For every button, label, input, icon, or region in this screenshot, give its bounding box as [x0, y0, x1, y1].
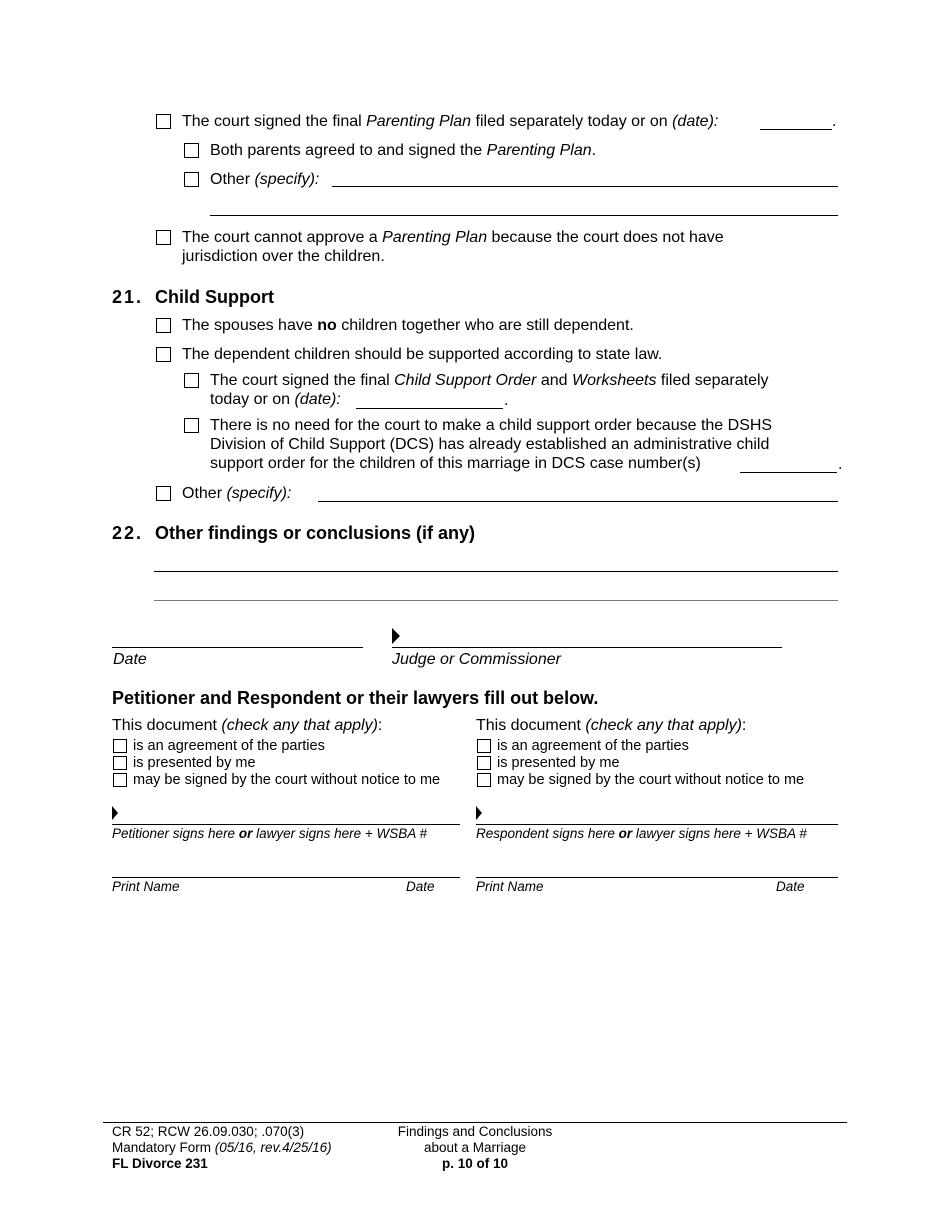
- period: .: [838, 456, 843, 473]
- right-agreement-text: is an agreement of the parties: [497, 738, 689, 754]
- child-support-other-label: Other (specify):: [182, 485, 292, 502]
- date-signature-line[interactable]: [112, 647, 363, 648]
- petitioner-sign-label: Petitioner signs here or lawyer signs here + WSBA #: [112, 826, 428, 841]
- respondent-print-name-label: Print Name: [476, 879, 544, 894]
- respondent-signature-line[interactable]: [476, 824, 838, 825]
- petitioner-signature-line[interactable]: [112, 824, 460, 825]
- judge-signature-line[interactable]: [392, 647, 782, 648]
- child-support-date-field[interactable]: [356, 408, 503, 409]
- respondent-print-name-line[interactable]: [476, 877, 838, 878]
- no-jurisdiction-text: The court cannot approve a Parenting Plan because the court does not have jurisdiction over the children.: [182, 229, 724, 265]
- left-no-notice-text: may be signed by the court without notice to me: [133, 772, 441, 788]
- right-agreement-checkbox[interactable]: [477, 739, 491, 753]
- both-parents-agreed-checkbox[interactable]: [184, 143, 199, 158]
- dcs-order-checkbox[interactable]: [184, 418, 199, 433]
- parenting-plan-date-field[interactable]: [760, 129, 832, 130]
- left-no-notice-checkbox[interactable]: [113, 773, 127, 787]
- right-presented-checkbox[interactable]: [477, 756, 491, 770]
- footer-doc-title: Findings and Conclusions: [397, 1124, 553, 1139]
- both-parents-agreed-text: Both parents agreed to and signed the Parenting Plan.: [210, 142, 597, 159]
- section-21-title: Child Support: [155, 287, 274, 307]
- parties-heading: Petitioner and Respondent or their lawyers fill out below.: [112, 688, 599, 708]
- sign-here-arrow-icon: [392, 628, 400, 644]
- child-support-other-field[interactable]: [318, 501, 838, 502]
- section-22-title: Other findings or conclusions (if any): [155, 523, 476, 543]
- respondent-sign-label: Respondent signs here or lawyer signs here + WSBA #: [476, 826, 807, 841]
- right-document-label: This document (check any that apply):: [476, 717, 747, 734]
- other-findings-field-line2[interactable]: [154, 600, 838, 601]
- period: .: [504, 392, 509, 409]
- no-jurisdiction-checkbox[interactable]: [156, 230, 171, 245]
- left-agreement-text: is an agreement of the parties: [133, 738, 325, 754]
- child-support-other-checkbox[interactable]: [156, 486, 171, 501]
- footer-rule: [103, 1122, 847, 1123]
- sign-here-arrow-icon: [112, 806, 118, 820]
- sign-here-arrow-icon: [476, 806, 482, 820]
- footer-citation: CR 52; RCW 26.09.030; .070(3): [112, 1124, 305, 1139]
- footer-form-id: FL Divorce 231: [112, 1156, 208, 1171]
- parenting-other-field[interactable]: [332, 186, 838, 187]
- other-findings-field[interactable]: [154, 571, 838, 572]
- parenting-plan-signed-checkbox[interactable]: [156, 114, 171, 129]
- state-law-text: The dependent children should be supported according to state law.: [182, 346, 663, 363]
- dcs-order-text: There is no need for the court to make a child support order because the DSHS Division of Child Support (DCS) has already established an administrative child support order for the children of this marriage in DCS case number(s): [210, 417, 773, 472]
- petitioner-date-label: Date: [406, 879, 435, 894]
- footer-form-version: Mandatory Form (05/16, rev.4/25/16): [112, 1140, 332, 1155]
- date-label: Date: [113, 651, 147, 668]
- left-document-label: This document (check any that apply):: [112, 717, 383, 734]
- parenting-other-label: Other (specify):: [210, 171, 320, 188]
- parenting-other-field-line2[interactable]: [210, 215, 838, 216]
- dcs-case-number-field[interactable]: [740, 472, 837, 473]
- judge-label: Judge or Commissioner: [392, 651, 561, 668]
- petitioner-print-name-label: Print Name: [112, 879, 180, 894]
- section-21-number: 21.: [112, 287, 144, 307]
- right-no-notice-text: may be signed by the court without notice to me: [497, 772, 805, 788]
- section-22-number: 22.: [112, 523, 144, 543]
- no-children-text: The spouses have no children together who are still dependent.: [182, 317, 634, 334]
- parenting-plan-signed-text: The court signed the final Parenting Plan filed separately today or on (date):: [182, 113, 719, 130]
- period: .: [832, 113, 837, 130]
- footer-page-number: p. 10 of 10: [441, 1156, 509, 1171]
- parenting-other-checkbox[interactable]: [184, 172, 199, 187]
- right-presented-text: is presented by me: [497, 755, 620, 771]
- left-agreement-checkbox[interactable]: [113, 739, 127, 753]
- child-support-order-text: The court signed the final Child Support Order and Worksheets filed separately today or on (date):: [210, 372, 769, 408]
- footer-doc-subtitle: about a Marriage: [423, 1140, 527, 1155]
- left-presented-checkbox[interactable]: [113, 756, 127, 770]
- right-no-notice-checkbox[interactable]: [477, 773, 491, 787]
- state-law-checkbox[interactable]: [156, 347, 171, 362]
- respondent-date-label: Date: [776, 879, 805, 894]
- child-support-order-checkbox[interactable]: [184, 373, 199, 388]
- no-children-checkbox[interactable]: [156, 318, 171, 333]
- petitioner-print-name-line[interactable]: [112, 877, 460, 878]
- left-presented-text: is presented by me: [133, 755, 256, 771]
